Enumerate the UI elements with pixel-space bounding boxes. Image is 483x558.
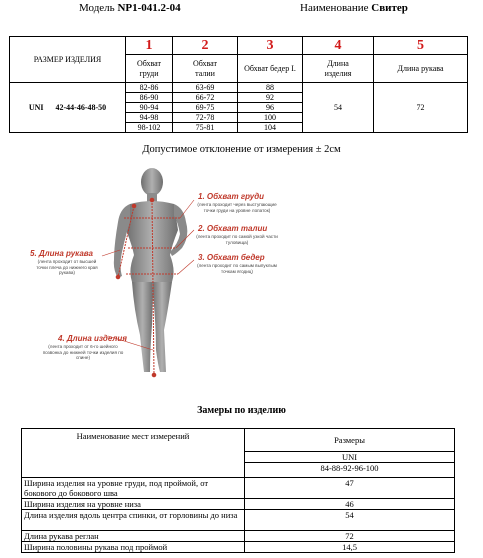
- size-table: [9, 36, 468, 133]
- tolerance-note: Допустимое отклонение от измерения ± 2см: [142, 144, 341, 155]
- chest-value: 90-94: [126, 103, 173, 113]
- hips-note: (лента проходит по самым выпуклым точкам ягодиц): [197, 263, 277, 274]
- model-label: Модель: [79, 2, 115, 14]
- length-note: (лента проходит от 6-го шейного позвонка до нижней точки изделия по спине): [42, 344, 124, 360]
- waist-value: 63-69: [173, 83, 238, 93]
- hips-value: 100: [238, 113, 303, 123]
- length-value: 54: [303, 83, 374, 133]
- measure-table: [21, 428, 455, 553]
- measure-size-code: UNI: [245, 452, 455, 463]
- size-range: 42-44-46-48-50: [55, 103, 107, 112]
- item-name-label: Наименование: [300, 2, 369, 14]
- measure-table-title: Замеры по изделию: [197, 405, 286, 416]
- length-label: 4. Длина изделия: [58, 334, 127, 343]
- waist-note: (лента проходит по самой узкой части туловища): [196, 234, 278, 245]
- size-header: РАЗМЕР ИЗДЕЛИЯ: [10, 37, 126, 83]
- measure-col2-header: Размеры: [245, 429, 455, 452]
- chest-value: 94-98: [126, 113, 173, 123]
- measure-row-value: 72: [245, 531, 455, 542]
- measure-row-value: 46: [245, 499, 455, 510]
- col-header-hips: Обхват бедер I.: [238, 55, 303, 83]
- chest-value: 98-102: [126, 123, 173, 133]
- waist-value: 72-78: [173, 113, 238, 123]
- measure-row-name: Длина изделия вдоль центра спинки, от горловины до низа: [22, 510, 245, 531]
- measure-row-name: Длина рукава реглан: [22, 531, 245, 542]
- col-header-waist: Обхват талии: [173, 55, 238, 83]
- size-code: UNI: [28, 103, 44, 112]
- col-header-chest: Обхват груди: [126, 55, 173, 83]
- measure-row-name: Ширина изделия на уровне низа: [22, 499, 245, 510]
- size-cell: [10, 83, 126, 133]
- model-heading: [79, 2, 181, 14]
- hips-value: 96: [238, 103, 303, 113]
- chest-note: (лента проходит через выступающие точки груди на уровне лопаток): [197, 202, 277, 213]
- waist-value: 75-81: [173, 123, 238, 133]
- col-number-1: 1: [126, 37, 173, 55]
- sleeve-label: 5. Длина рукава: [30, 249, 93, 258]
- measure-col1-header: Наименование мест измерений: [22, 429, 245, 478]
- col-number-2: 2: [173, 37, 238, 55]
- hips-value: 104: [238, 123, 303, 133]
- measure-row-value: 47: [245, 478, 455, 499]
- chest-value: 82-86: [126, 83, 173, 93]
- col-header-sleeve: Длина рукава: [374, 55, 468, 83]
- chest-value: 86-90: [126, 93, 173, 103]
- measure-row-value: 14,5: [245, 542, 455, 553]
- hips-value: 88: [238, 83, 303, 93]
- measure-row-name: Ширина изделия на уровне груди, под проймой, от бокового до бокового шва: [22, 478, 245, 499]
- model-value: NP1-041.2-04: [117, 2, 181, 14]
- waist-value: 66-72: [173, 93, 238, 103]
- chest-label: 1. Обхват груди: [198, 192, 265, 201]
- waist-value: 69-75: [173, 103, 238, 113]
- item-name-heading: [300, 2, 408, 14]
- col-number-3: 3: [238, 37, 303, 55]
- item-name-value: Свитер: [371, 2, 408, 14]
- col-number-4: 4: [303, 37, 374, 55]
- measurement-figure: [22, 160, 282, 385]
- measure-row-value: 54: [245, 510, 455, 531]
- sleeve-value: 72: [374, 83, 468, 133]
- hips-value: 92: [238, 93, 303, 103]
- col-number-5: 5: [374, 37, 468, 55]
- measure-row-name: Ширина половины рукава под проймой: [22, 542, 245, 553]
- sleeve-note: (лента проходит от высшей точки плеча до нижнего края рукава): [36, 259, 98, 275]
- waist-label: 2. Обхват талии: [198, 224, 268, 233]
- col-header-length: Длина изделия: [303, 55, 374, 83]
- hips-label: 3. Обхват бедер: [198, 253, 265, 262]
- measure-sizes: 84-88-92-96-100: [245, 463, 455, 478]
